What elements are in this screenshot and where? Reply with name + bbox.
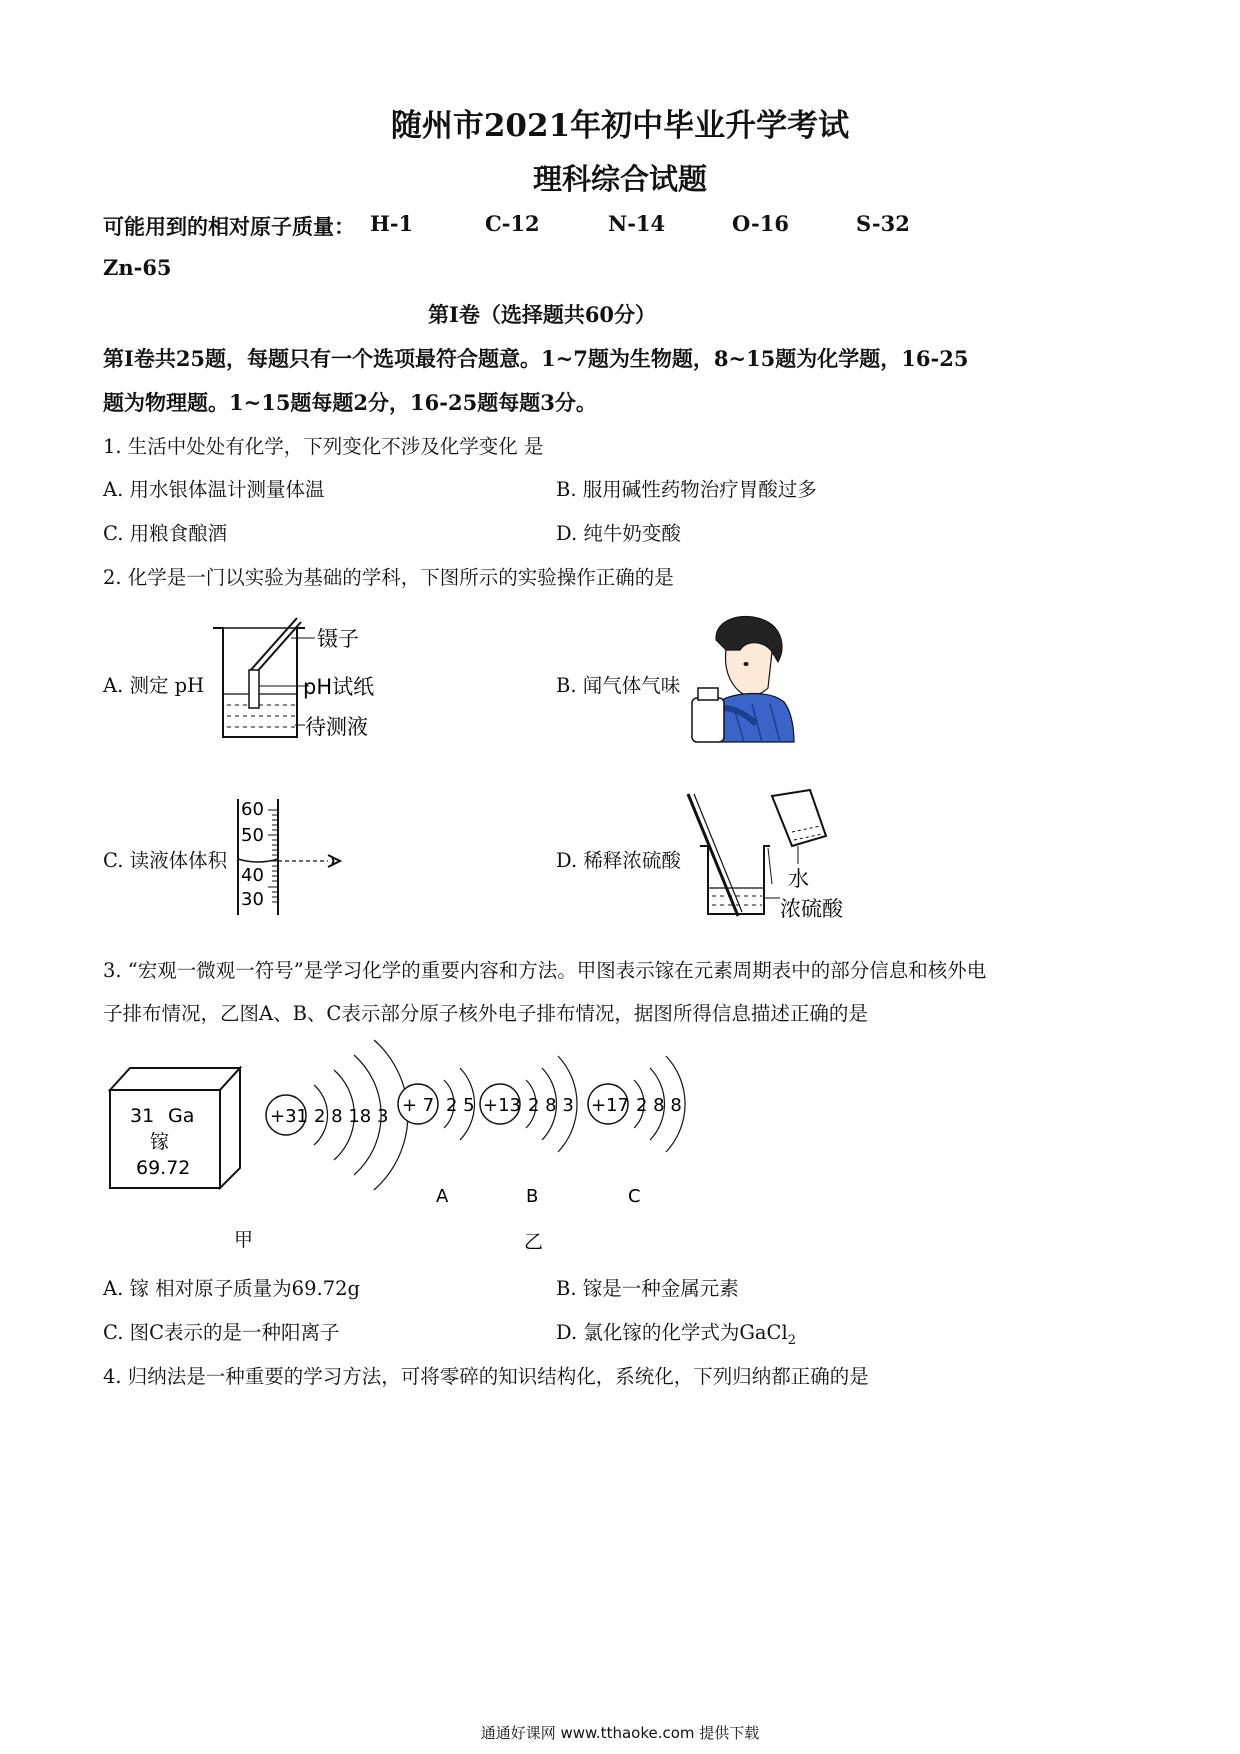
q1-option-b: B. 服用碱性药物治疗胃酸过多 — [556, 478, 817, 501]
q3-option-c: C. 图C表示的是一种阳离子 — [103, 1321, 340, 1344]
q1-stem: 1. 生活中处处有化学，下列变化不涉及化学变化 是 — [103, 435, 544, 458]
atomic-mass-s: S-32 — [856, 211, 910, 236]
cylinder-tick-50: 50 — [241, 825, 264, 846]
atom-a-nucleus: + 7 — [402, 1095, 435, 1116]
ga-nucleus: +31 — [270, 1106, 308, 1127]
q2-option-a: A. 测定 pH — [103, 674, 205, 697]
instructions-line-2: 题为物理题。1~15题每题2分，16-25题每题3分。 — [103, 390, 597, 415]
gallium-element-cell — [110, 1068, 240, 1188]
q2-figure-smell-gas — [686, 612, 796, 747]
q2-figure-dilute-acid — [680, 788, 850, 923]
q2-option-b: B. 闻气体气味 — [556, 674, 681, 697]
eye-icon — [328, 855, 340, 867]
ph-paper-label: pH试纸 — [303, 675, 375, 699]
q1-option-c: C. 用粮食酿酒 — [103, 522, 228, 545]
acid-label: 浓硫酸 — [780, 897, 843, 921]
water-label: 水 — [788, 867, 809, 891]
atom-a-structure — [398, 1068, 475, 1207]
cylinder-tick-40: 40 — [241, 865, 264, 886]
section-title: 第Ⅰ卷（选择题共60分） — [428, 302, 657, 327]
q3-option-d — [556, 1317, 796, 1348]
ga-symbol: Ga — [168, 1105, 195, 1127]
test-liquid-label: 待测液 — [305, 715, 368, 739]
q2-figure-read-volume — [228, 795, 358, 920]
footer-credit: 通通好课网 www.tthaoke.com 提供下载 — [480, 1724, 760, 1742]
q1-option-a: A. 用水银体温计测量体温 — [103, 478, 325, 501]
gallium-atom-structure — [266, 1040, 408, 1190]
atom-a-shells: 2 5 — [446, 1095, 475, 1116]
q3-option-a: A. 镓 相对原子质量为69.72g — [103, 1277, 360, 1300]
cylinder-tick-60: 60 — [241, 799, 264, 820]
ga-shells: 2 8 18 3 — [314, 1106, 389, 1127]
q1-option-d: D. 纯牛奶变酸 — [556, 522, 681, 545]
q3-option-b: B. 镓是一种金属元素 — [556, 1277, 739, 1300]
atom-b-label: B — [526, 1186, 539, 1207]
q2-stem: 2. 化学是一门以实验为基础的学科，下图所示的实验操作正确的是 — [103, 566, 674, 589]
q2-option-c: C. 读液体体积 — [103, 849, 228, 872]
tweezers-label: 镊子 — [317, 627, 359, 651]
q3-stem-line-2: 子排布情况，乙图A、B、C表示部分原子核外电子排布情况，据图所得信息描述正确的是 — [103, 1002, 868, 1025]
atom-c-nucleus: +17 — [591, 1095, 629, 1116]
atom-b-structure — [480, 1056, 577, 1207]
atom-a-label: A — [436, 1186, 449, 1207]
exam-title: 随州市2021年初中毕业升学考试 — [390, 108, 850, 144]
exam-subtitle: 理科综合试题 — [532, 162, 707, 196]
q3-option-d-subscript: 2 — [787, 1332, 796, 1348]
q3-stem-line-1: 3. “宏观一微观一符号”是学习化学的重要内容和方法。甲图表示镓在元素周期表中的部分信息和核外电 — [103, 959, 987, 982]
atomic-mass-zn: Zn-65 — [103, 255, 172, 280]
q2-option-d: D. 稀释浓硫酸 — [556, 849, 681, 872]
atomic-mass-n: N-14 — [608, 211, 666, 236]
atomic-mass-label: 可能用到的相对原子质量： — [103, 214, 355, 239]
q2-figure-ph-test — [205, 612, 380, 747]
q3-option-d-text: D. 氯化镓的化学式为GaCl — [556, 1321, 788, 1344]
ga-mass: 69.72 — [136, 1157, 191, 1179]
atomic-mass-h: H-1 — [370, 211, 414, 236]
atomic-mass-o: O-16 — [732, 211, 790, 236]
atomic-mass-c: C-12 — [485, 211, 540, 236]
figure-label-yi: 乙 — [524, 1231, 544, 1253]
q4-stem: 4. 归纳法是一种重要的学习方法，可将零碎的知识结构化，系统化，下列归纳都正确的是 — [103, 1365, 869, 1388]
atom-c-label: C — [628, 1186, 641, 1207]
atom-c-shells: 2 8 8 — [636, 1095, 682, 1116]
figure-label-jia: 甲 — [234, 1229, 254, 1251]
atom-c-structure — [588, 1056, 685, 1207]
q3-figure — [100, 1030, 720, 1255]
atom-b-nucleus: +13 — [483, 1095, 521, 1116]
atom-b-shells: 2 8 3 — [528, 1095, 574, 1116]
ga-name: 镓 — [150, 1131, 170, 1153]
instructions-line-1: 第Ⅰ卷共25题，每题只有一个选项最符合题意。1~7题为生物题，8~15题为化学题，16-25 — [103, 346, 969, 371]
cylinder-tick-30: 30 — [241, 889, 264, 910]
ga-atomic-number: 31 — [130, 1105, 155, 1127]
